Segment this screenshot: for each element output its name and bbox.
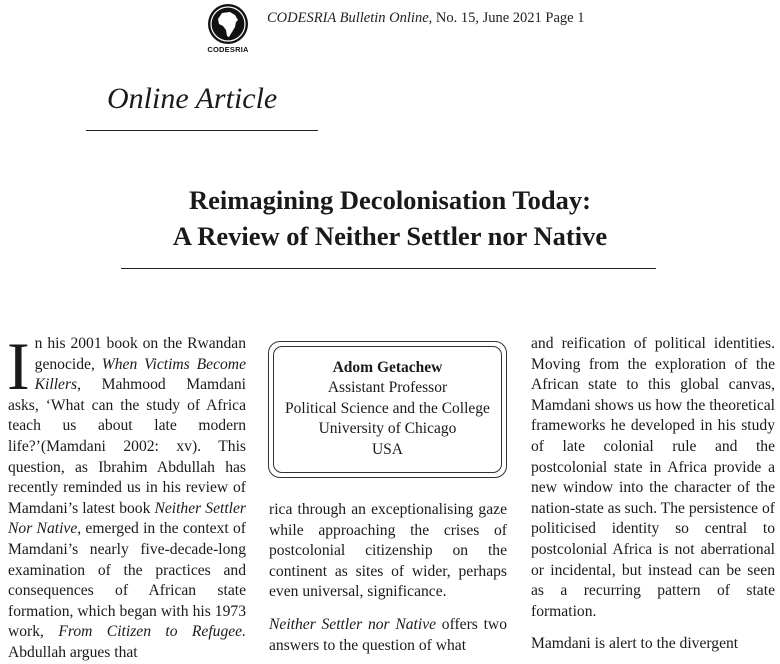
text-run: , Mahmood Mamdani asks, ‘What can the study of Africa teach us about late modern life?’(Mamdani 2002: xv). This question, as Ibrahim Abdullah has recently reminded us in his review of Mamdani’s latest book [8, 376, 246, 517]
paragraph-gap [531, 622, 775, 634]
text-run: n his 2001 book on the Rwandan genocide, [34, 335, 246, 373]
author-position: Assistant Professor [327, 379, 448, 397]
publication-name: CODESRIA Bulletin Online [267, 10, 429, 26]
title-rule [121, 268, 656, 269]
paragraph [269, 615, 507, 656]
book-title: When Victims Become Killers [34, 355, 246, 394]
book-title: Neither Settler Nor Native [8, 499, 246, 538]
logo-label: CODESRIA [207, 45, 249, 54]
issue-info: , No. 15, June 2021 Page 1 [428, 10, 585, 26]
text-run: Abdullah argues that [8, 643, 138, 661]
drop-cap: I [7, 328, 30, 404]
column-3 [531, 334, 775, 655]
text-run: , emerged in the context of Mamdani’s nearly five-decade-long examination of the practices and consequences of African state formation, which began with his 1973 work, [8, 520, 246, 641]
paragraph: rica through an exceptionalising gaze while approaching the crises of postcolonial citizenship on the continent as sites of wider, perhaps even universal, significance. [269, 501, 507, 601]
paragraph: Mamdani is alert to the divergent [531, 635, 739, 653]
section-label: Online Article [107, 82, 278, 115]
running-head [267, 10, 585, 27]
section-rule [86, 130, 318, 131]
title-line-1: Reimagining Decolonisation Today: [189, 185, 591, 215]
africa-map-icon [208, 4, 248, 44]
author-box [268, 341, 507, 478]
codesria-logo [206, 4, 250, 54]
book-title: Neither Settler nor Native [269, 615, 437, 633]
text-run: offers two answers to the question of what [269, 615, 507, 654]
author-university: University of Chicago [318, 420, 457, 438]
author-name: Adom Getachew [332, 359, 443, 376]
author-department: Political Science and the College [285, 399, 490, 417]
paragraph [7, 328, 246, 664]
column-2 [269, 500, 507, 656]
paragraph-gap [269, 603, 507, 615]
author-details [269, 358, 506, 460]
book-title: From Citizen to Refugee. [58, 623, 246, 641]
paragraph: and reification of political identities. Moving from the exploration of the African state to this global canvas, Mamdani shows us how the theoretical frameworks he developed in his study of late colonial rule and the postcolonial state in Africa provide a new window into the character of the nation-state as such. The persistence of politicised identity so central to postcolonial Africa is not aberrational or incidental, but instead can be seen as a recurring pattern of state formation. [531, 335, 775, 620]
article-title [0, 182, 780, 254]
column-1 [7, 328, 246, 664]
author-country: USA [371, 440, 403, 458]
title-line-2: A Review of Neither Settler nor Native [172, 221, 608, 251]
